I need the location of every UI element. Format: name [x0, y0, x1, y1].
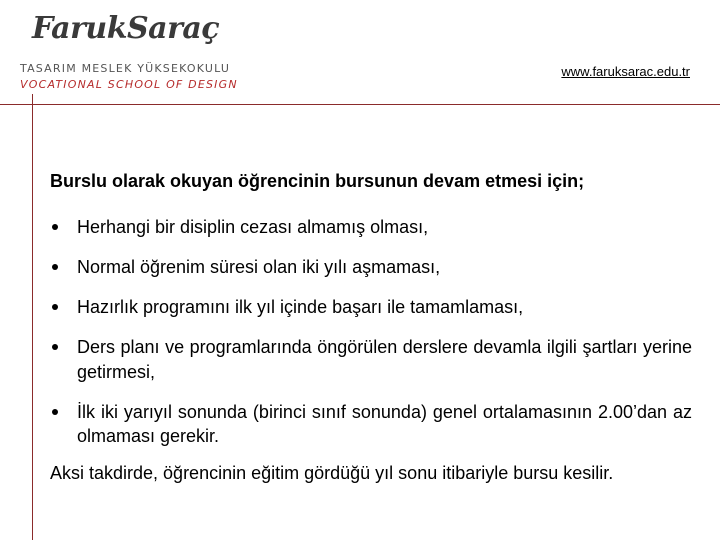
list-item-text: Ders planı ve programlarında öngörülen derslere devamla ilgili şartları yerine getirmesi,	[77, 337, 692, 382]
list-item-text: İlk iki yarıyıl sonunda (birinci sınıf sonunda) genel ortalamasının 2.00’dan az olmaması gerekir.	[77, 401, 692, 447]
logo-subtitle-tr: TASARIM MESLEK YÜKSEKOKULU	[20, 62, 231, 75]
school-logo	[20, 11, 240, 91]
logo-wordmark: FarukSaraç	[32, 11, 220, 46]
list-item-text: Hazırlık programını ilk yıl içinde başarı ile tamamlaması,	[77, 297, 524, 318]
bullet-icon	[52, 409, 58, 415]
slide-content	[50, 170, 692, 485]
header-divider	[0, 104, 720, 105]
list-item	[50, 400, 692, 449]
list-item-text: Normal öğrenim süresi olan iki yılı aşmaması,	[77, 256, 441, 277]
bullet-icon	[52, 344, 58, 350]
bullet-icon	[52, 264, 58, 270]
closing-note: Aksi takdirde, öğrencinin eğitim gördüğü yıl sonu itibariyle bursu kesilir.	[50, 462, 614, 483]
list-item	[50, 215, 692, 239]
list-item-text: Herhangi bir disiplin cezası almamış olması,	[77, 216, 429, 237]
left-margin-rule	[32, 94, 33, 540]
list-item	[50, 295, 692, 319]
logo-subtitle-en: VOCATIONAL SCHOOL OF DESIGN	[20, 78, 238, 91]
website-link[interactable]: www.faruksarac.edu.tr	[561, 64, 690, 79]
bullet-icon	[52, 304, 58, 310]
condition-list	[50, 215, 692, 449]
bullet-icon	[52, 224, 58, 230]
page-heading: Burslu olarak okuyan öğrencinin bursunun devam etmesi için;	[50, 171, 585, 191]
list-item	[50, 335, 692, 384]
list-item	[50, 255, 692, 279]
